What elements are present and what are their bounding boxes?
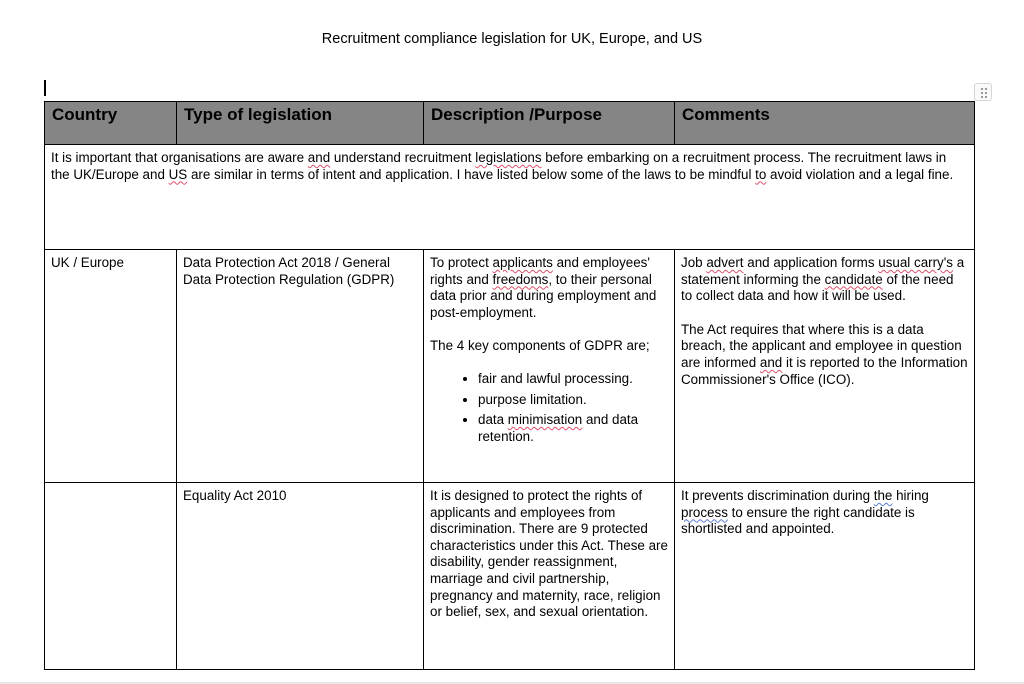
- table-row: [45, 483, 975, 670]
- legislation-table: [44, 101, 975, 670]
- country-cell[interactable]: UK / Europe: [45, 250, 177, 483]
- intro-cell[interactable]: [45, 145, 975, 250]
- list-item: • purpose limitation.: [478, 392, 668, 409]
- flagged-word[interactable]: and: [307, 150, 331, 165]
- comments-cell[interactable]: [675, 250, 975, 483]
- intro-text: understand recruitment: [330, 150, 476, 165]
- flagged-word[interactable]: minimisation: [507, 412, 583, 428]
- country-cell[interactable]: [45, 483, 177, 670]
- intro-text: before embarking on a recruitment process. The recruitment laws in the UK/Europe and: [51, 150, 947, 182]
- header-comments[interactable]: Comments: [675, 102, 975, 145]
- header-type-of-legislation[interactable]: Type of legislation: [177, 102, 424, 145]
- list-item: • data minimisation and data retention.: [478, 412, 668, 445]
- list-item: • fair and lawful processing.: [478, 371, 668, 388]
- flagged-word[interactable]: to: [755, 166, 767, 182]
- flagged-word[interactable]: freedoms: [492, 271, 549, 287]
- intro-row: [45, 145, 975, 250]
- flagged-word[interactable]: and: [759, 354, 783, 370]
- flagged-word[interactable]: legislations: [475, 150, 542, 165]
- flagged-word[interactable]: the: [873, 488, 893, 503]
- intro-text: avoid violation and a legal fine.: [766, 166, 954, 182]
- flagged-word[interactable]: advert: [706, 255, 744, 270]
- text-cursor: [44, 80, 46, 96]
- flagged-word[interactable]: process: [681, 504, 728, 520]
- description-cell[interactable]: It is designed to protect the rights of applicants and employees from discrimination. There are 9 protected characteristics under this Act. These are disability, gender reassignment, marriage and civil partnership, pregnancy and maternity, race, religion or belief, sex, and sexual orientation.: [424, 483, 675, 670]
- drag-handle-icon[interactable]: [974, 83, 992, 101]
- flagged-word[interactable]: usual carry's: [878, 255, 954, 270]
- comments-cell[interactable]: It prevents discrimination during the hiring process to ensure the right candidate is shortlisted and appointed.: [675, 483, 975, 670]
- legislation-cell[interactable]: Data Protection Act 2018 / General Data Protection Regulation (GDPR): [177, 250, 424, 483]
- description-cell[interactable]: [424, 250, 675, 483]
- flagged-word[interactable]: candidate: [824, 271, 883, 287]
- table-row: [45, 250, 975, 483]
- description-paragraph: The 4 key components of GDPR are;: [430, 338, 650, 354]
- flagged-word[interactable]: US: [168, 166, 188, 182]
- flagged-word[interactable]: applicants: [492, 255, 553, 270]
- header-description[interactable]: Description /Purpose: [424, 102, 675, 145]
- description-paragraph: To protect applicants and employees' rights and freedoms, to their personal data prior and during employment and post-employment.: [430, 255, 657, 320]
- intro-text: It is important that organisations are aware: [51, 150, 308, 165]
- document-title: Recruitment compliance legislation for UK, Europe, and US: [321, 31, 703, 47]
- gdpr-components-list: [430, 371, 668, 445]
- header-country[interactable]: Country: [45, 102, 177, 145]
- legislation-cell[interactable]: Equality Act 2010: [177, 483, 424, 670]
- table-header-row: [45, 102, 975, 145]
- comments-paragraph: Job advert and application forms usual carry's a statement informing the candidate of the need to collect data and how it will be used.: [681, 255, 965, 304]
- comments-paragraph: The Act requires that where this is a data breach, the applicant and employee in question are informed and it is reported to the Information Commissioner's Office (ICO).: [681, 321, 968, 387]
- intro-text: are similar in terms of intent and application. I have listed below some of the laws to be mindful: [187, 166, 756, 182]
